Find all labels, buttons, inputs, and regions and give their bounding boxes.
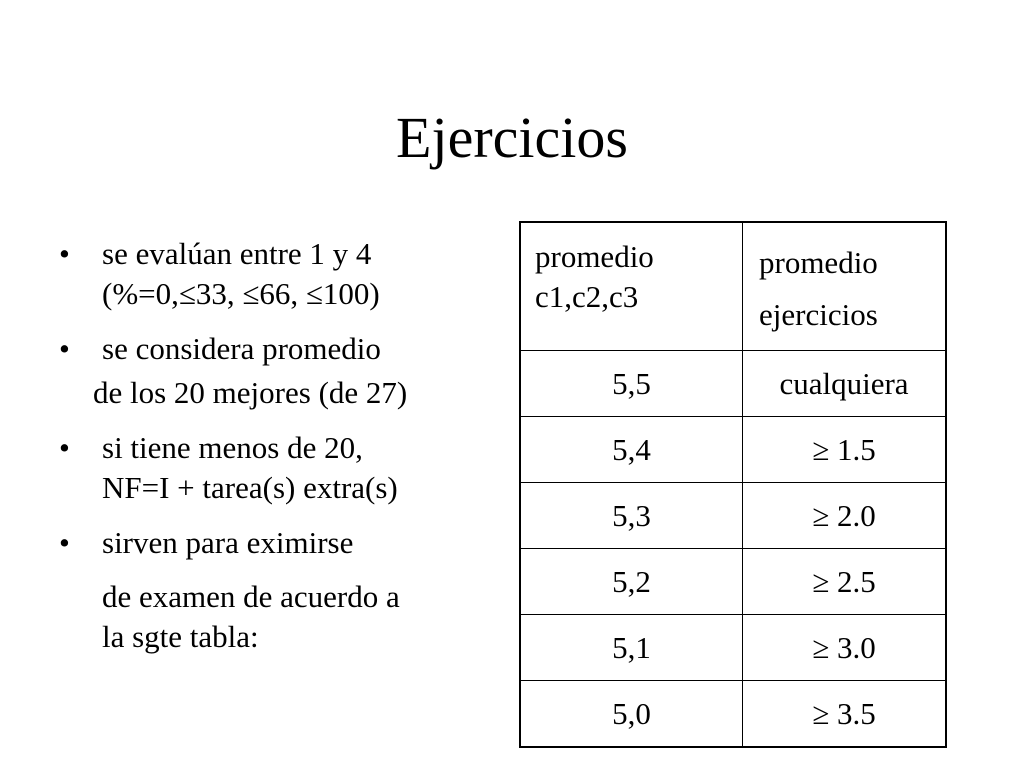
cell-requirement: ≥ 1.5: [743, 417, 947, 483]
table-row: [520, 483, 946, 549]
table-row: [520, 681, 946, 748]
bullet-dot-icon: •: [59, 331, 70, 366]
table-row: [520, 615, 946, 681]
slide-title: Ejercicios: [396, 105, 628, 170]
header-text: promedio: [535, 239, 654, 274]
cell-average: 5,4: [520, 417, 743, 483]
cell-requirement: cualquiera: [743, 351, 947, 417]
bullet-dot-icon: •: [59, 430, 70, 465]
header-text: promedio: [759, 245, 878, 280]
bullet-continuation: de examen de acuerdo a: [102, 579, 400, 614]
cell-average: 5,2: [520, 549, 743, 615]
header-cell-averages: [520, 222, 743, 351]
bullet-item-2: [55, 329, 515, 369]
cell-average: 5,3: [520, 483, 743, 549]
cell-requirement: ≥ 3.0: [743, 615, 947, 681]
bullet-list: [55, 234, 515, 657]
bullet-continuation: de los 20 mejores (de 27): [93, 375, 408, 410]
bullet-text: se evalúan entre 1 y 4: [102, 236, 372, 271]
bullet-dot-icon: •: [59, 236, 70, 271]
table-row: [520, 549, 946, 615]
bullet-text: (%=0,≤33, ≤66, ≤100): [102, 276, 380, 311]
cell-average: 5,1: [520, 615, 743, 681]
cell-requirement: ≥ 2.0: [743, 483, 947, 549]
cell-requirement: ≥ 3.5: [743, 681, 947, 748]
table-header-row: [520, 222, 946, 351]
exemption-table: [519, 221, 947, 748]
bullet-item-3: [55, 428, 515, 508]
bullet-text: se considera promedio: [102, 331, 381, 366]
header-cell-exercises: [743, 222, 947, 351]
bullet-item-1: [55, 234, 515, 314]
bullet-text: sirven para eximirse: [102, 525, 354, 560]
header-text: ejercicios: [759, 297, 878, 332]
table-row: [520, 417, 946, 483]
bullet-continuation: la sgte tabla:: [102, 619, 259, 654]
bullet-text: NF=I + tarea(s) extra(s): [102, 470, 398, 505]
bullet-text: si tiene menos de 20,: [102, 430, 363, 465]
header-text: c1,c2,c3: [535, 279, 639, 314]
cell-average: 5,5: [520, 351, 743, 417]
table-row: [520, 351, 946, 417]
cell-requirement: ≥ 2.5: [743, 549, 947, 615]
cell-average: 5,0: [520, 681, 743, 748]
bullet-item-4: [55, 523, 515, 563]
bullet-dot-icon: •: [59, 525, 70, 560]
